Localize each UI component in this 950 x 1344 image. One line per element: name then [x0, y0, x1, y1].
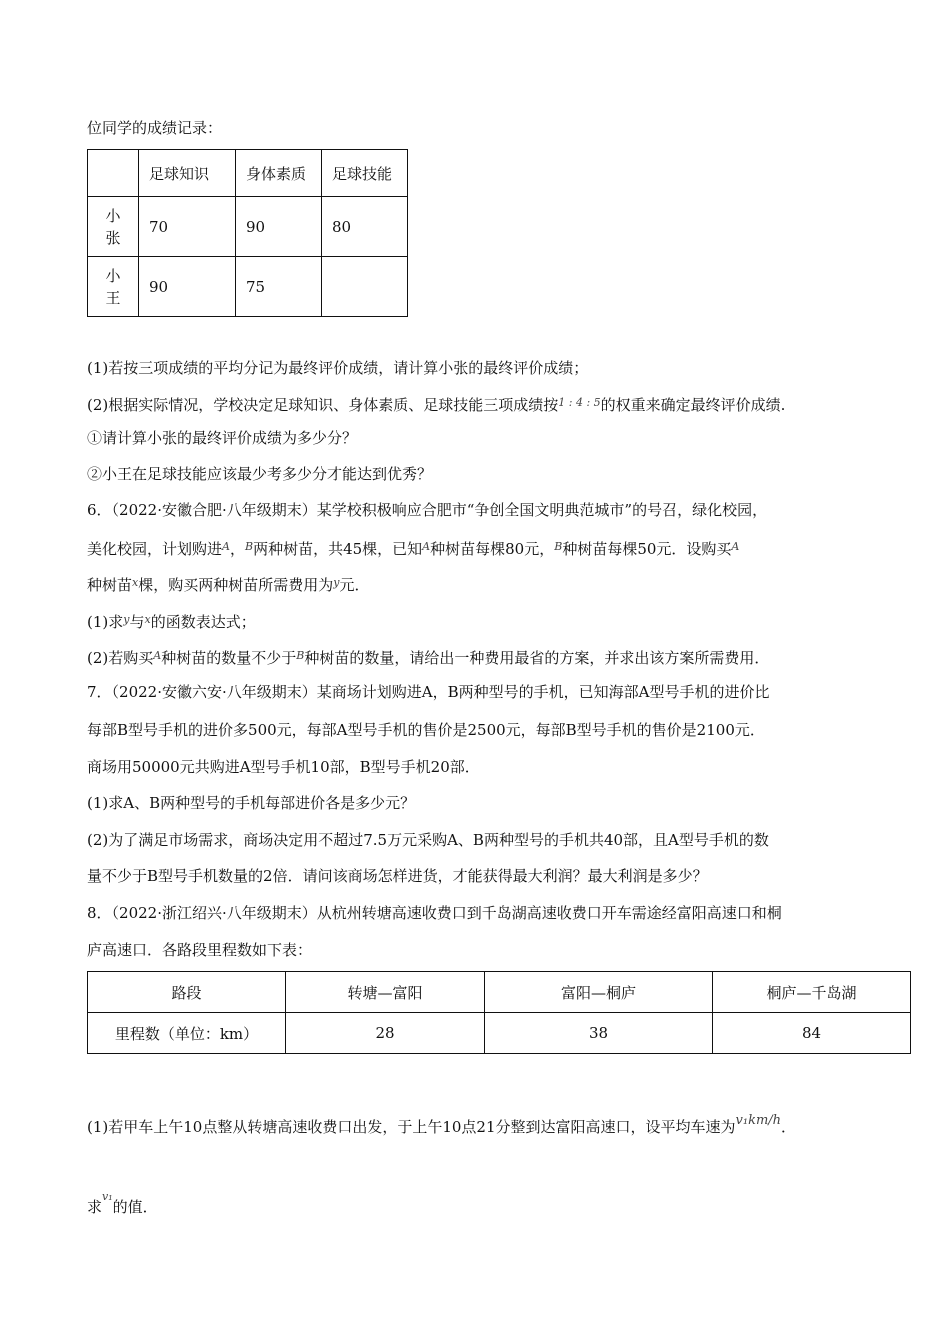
table-row — [88, 197, 408, 257]
var-x: x — [132, 576, 139, 589]
q6-part2 — [87, 646, 769, 668]
table-header: 身体素质 — [236, 150, 322, 197]
q8-text: (1)若甲车上午10点整从转塘高速收费口出发，于上午10点21分整到达富阳高速口，设平均车速为 — [87, 1118, 736, 1136]
table-row — [88, 257, 408, 317]
q7-line3: 商场用50000元共购进A型号手机10部，B型号手机20部． — [87, 758, 480, 776]
var-b: B — [296, 649, 305, 662]
q6-text: 的函数表达式； — [150, 613, 256, 631]
var-a: A — [222, 540, 230, 553]
q7-part1: (1)求A、B两种型号的手机每部进价各是多少元？ — [87, 794, 416, 812]
q8-line1: 8．（2022·浙江绍兴·八年级期末）从杭州转塘高速收费口到千岛湖高速收费口开车需途经富阳高速口和桐 — [87, 904, 782, 922]
var-b: B — [244, 540, 254, 553]
table-header: 桐庐—千岛湖 — [713, 972, 911, 1013]
q8-line2: 庐高速口．各路段里程数如下表： — [87, 941, 313, 959]
q6-text: 种树苗的数量不少于 — [161, 649, 297, 667]
table-cell: 70 — [139, 197, 236, 257]
table-cell — [88, 150, 139, 197]
var-a: A — [153, 649, 162, 662]
q6-text: 与 — [129, 613, 145, 631]
q6-line2 — [87, 537, 739, 559]
q8-text: ． — [781, 1118, 797, 1136]
q6-text: 两种树苗，共45棵，已知 — [253, 540, 423, 558]
q5-part2b: ②小王在足球技能应该最少考多少分才能达到优秀？ — [87, 465, 433, 483]
q6-text: 种树苗的数量，请给出一种费用最省的方案，并求出该方案所需费用． — [304, 649, 770, 667]
table-cell: 80 — [322, 197, 408, 257]
table-header: 路段 — [88, 972, 286, 1013]
q6-text: 种树苗每棵50元．设购买 — [562, 540, 732, 558]
var-x: x — [144, 613, 151, 626]
table-row — [88, 972, 911, 1013]
q6-text: 种树苗每棵80元， — [430, 540, 555, 558]
var-y: y — [123, 613, 130, 626]
var-y: y — [333, 576, 340, 589]
table-cell: 90 — [236, 197, 322, 257]
q7-part2b: 量不少于B型号手机数量的2倍．请问该商场怎样进货，才能获得最大利润？最大利润是多少？ — [87, 867, 708, 885]
student-name-cell — [88, 197, 139, 257]
q5-part1: (1)若按三项成绩的平均分记为最终评价成绩，请计算小张的最终评价成绩； — [87, 359, 589, 377]
q8-part1 — [87, 1111, 796, 1137]
q5-part2 — [87, 393, 785, 415]
q6-text: (1)求 — [87, 613, 124, 631]
table-cell: 90 — [139, 257, 236, 317]
var-a: A — [731, 540, 740, 553]
var-v1: v₁ — [102, 1190, 113, 1203]
q7-line1: 7．（2022·安徽六安·八年级期末）某商场计划购进A，B两种型号的手机，已知海部A型号手机的进价比 — [87, 683, 770, 701]
student-name: 小张 — [105, 206, 121, 247]
table-header: 足球知识 — [139, 150, 236, 197]
q6-text: 种树苗 — [87, 576, 133, 594]
q6-text: 元． — [339, 576, 370, 594]
q5-part2-text-end: 的权重来确定最终评价成绩. — [600, 396, 786, 414]
table-header: 转塘—富阳 — [286, 972, 485, 1013]
table-cell: 38 — [485, 1013, 713, 1054]
distance-table — [87, 971, 911, 1054]
table-cell: 75 — [236, 257, 322, 317]
table-row — [88, 1013, 911, 1054]
table-cell — [322, 257, 408, 317]
table-row — [88, 150, 408, 197]
q5-part2a: ①请计算小张的最终评价成绩为多少分？ — [87, 429, 358, 447]
intro-text: 位同学的成绩记录： — [87, 119, 223, 137]
student-name: 小王 — [105, 266, 121, 307]
table-cell: 28 — [286, 1013, 485, 1054]
q7-part2a: (2)为了满足市场需求，商场决定用不超过7.5万元采购A、B两种型号的手机共40部，且A型号手机的数 — [87, 831, 769, 849]
student-name-cell — [88, 257, 139, 317]
q6-part1 — [87, 610, 256, 632]
table-header: 富阳—桐庐 — [485, 972, 713, 1013]
score-table — [87, 149, 408, 317]
q6-text: 棵，购买两种树苗所需费用为 — [138, 576, 334, 594]
table-cell: 里程数（单位：km） — [88, 1013, 286, 1054]
q6-text: (2)若购买 — [87, 649, 154, 667]
speed-unit: v₁km/h — [735, 1113, 782, 1128]
q6-line1: 6．（2022·安徽合肥·八年级期末）某学校积极响应合肥市“争创全国文明典范城市”的号召，绿化校园， — [87, 501, 768, 519]
q6-text: ， — [229, 540, 245, 558]
weight-ratio: 1 : 4 : 5 — [558, 396, 601, 409]
q6-text: 美化校园，计划购进 — [87, 540, 223, 558]
var-b: B — [554, 540, 563, 553]
table-header: 足球技能 — [322, 150, 408, 197]
q7-line2: 每部B型号手机的进价多500元，每部A型号手机的售价是2500元，每部B型号手机的售价是2100元． — [87, 721, 765, 739]
q5-part2-text: (2)根据实际情况，学校决定足球知识、身体素质、足球技能三项成绩按 — [87, 396, 559, 414]
q6-line3 — [87, 573, 369, 595]
var-a: A — [422, 540, 431, 553]
q8-part1-cont — [87, 1187, 158, 1217]
q8-text: 的值． — [112, 1198, 158, 1216]
q8-text: 求 — [87, 1198, 103, 1216]
table-cell: 84 — [713, 1013, 911, 1054]
